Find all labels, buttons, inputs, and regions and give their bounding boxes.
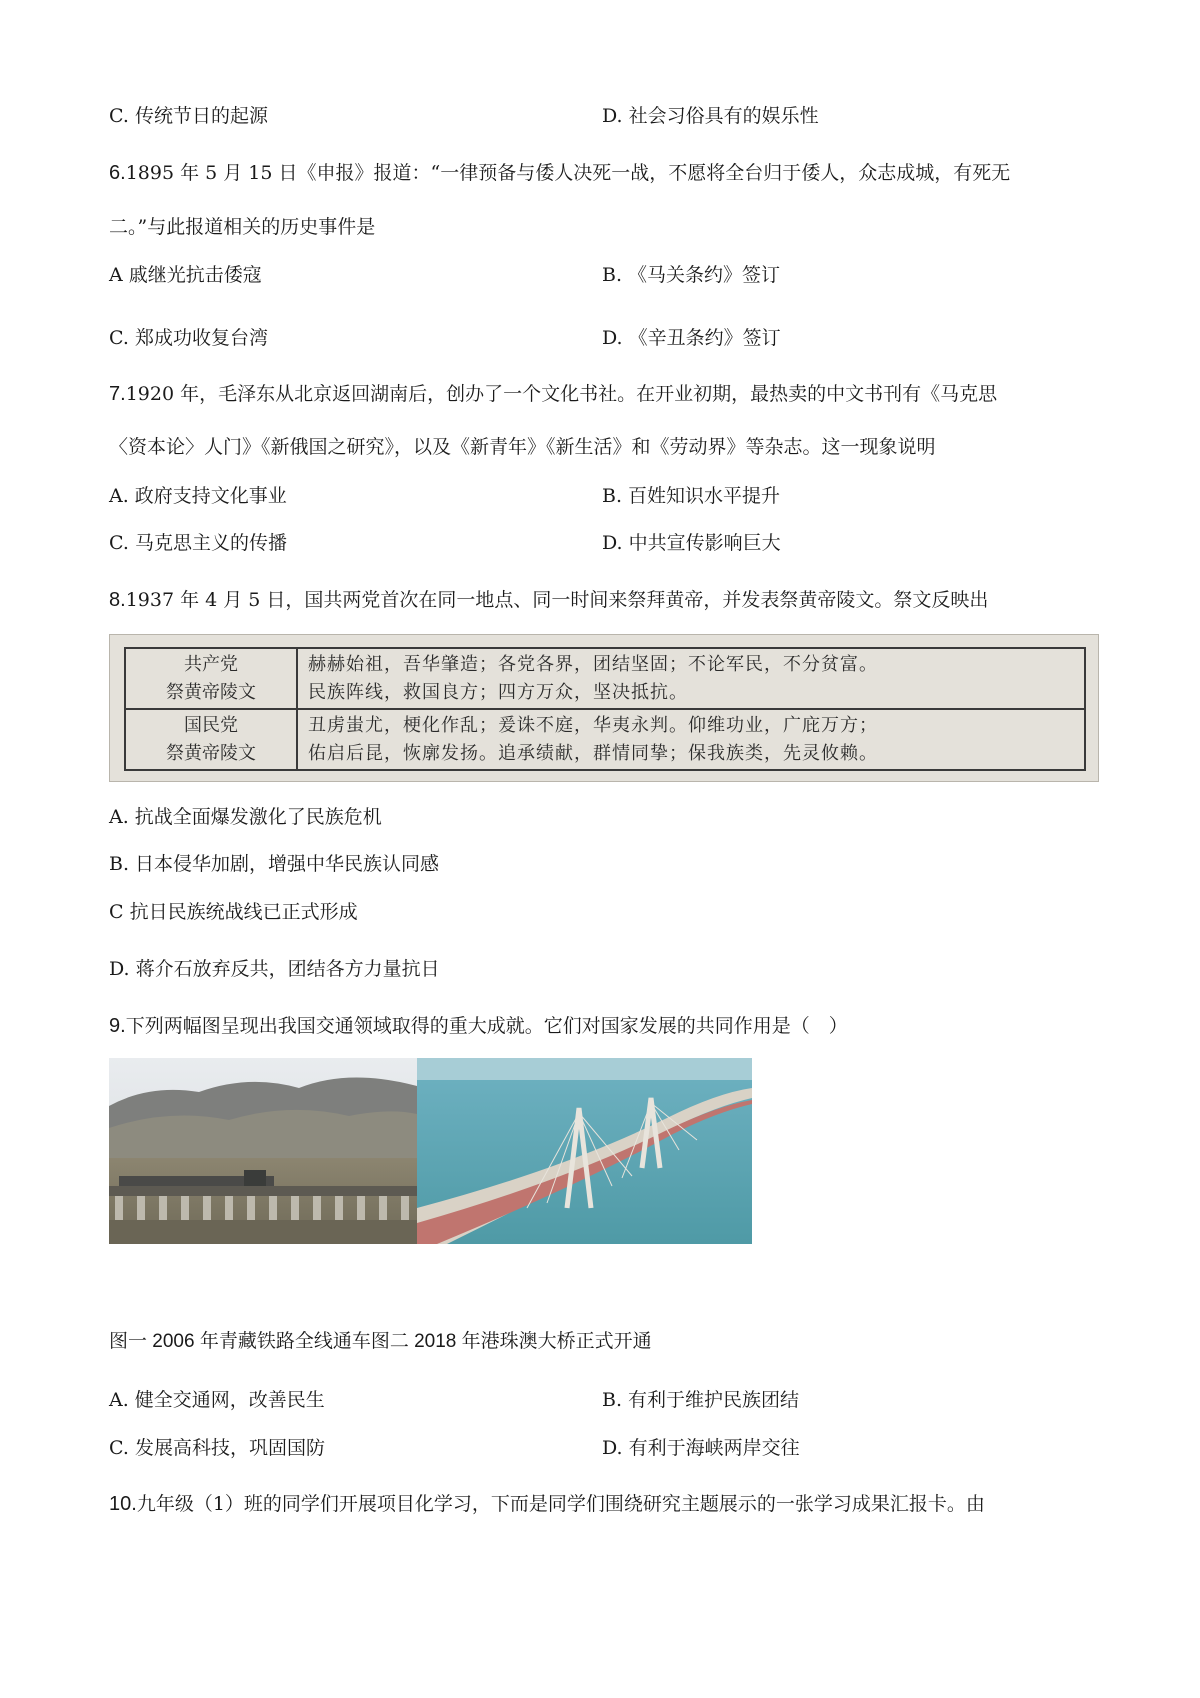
q8-number: 8. bbox=[109, 589, 126, 611]
text-cell-cpc: 赫赫始祖，吾华肇造；各党各界，团结坚固；不论军民，不分贫富。 民族阵线，救国良方；四方万众，坚决抵抗。 bbox=[297, 648, 1085, 709]
q7-stem-line2: 〈资本论〉人门》《新俄国之研究》，以及《新青年》《新生活》和《劳动界》等杂志。这一现象说明 bbox=[109, 436, 936, 458]
q6-options-row-cd bbox=[109, 325, 1109, 351]
q7-option-c: C. 马克思主义的传播 bbox=[109, 532, 287, 554]
q8-option-d: D. 蒋介石放弃反共，团结各方力量抗日 bbox=[109, 958, 440, 980]
q6-option-d: D. 《辛丑条约》签订 bbox=[602, 327, 781, 349]
q9-option-b: B. 有利于维护民族团结 bbox=[602, 1389, 800, 1411]
q6-option-b: B. 《马关条约》签订 bbox=[602, 264, 781, 286]
hong-kong-zhuhai-macao-bridge-photo bbox=[417, 1058, 752, 1244]
q6-number: 6. bbox=[109, 162, 126, 184]
q6-stem-line2: 二。”与此报道相关的历史事件是 bbox=[109, 216, 376, 238]
text-cell-kmt: 丑虏蚩尤，梗化作乱；爰诛不庭，华夷永判。仰维功业，广庇万方； 佑启后昆，恢廓发扬。追承绩献，群情同挚；保我族类，先灵攸赖。 bbox=[297, 709, 1085, 770]
q9-number: 9. bbox=[109, 1015, 126, 1037]
q7-stem-line1: 7.1920 年，毛泽东从北京返回湖南后，创办了一个文化书社。在开业初期，最热卖的中文书刊有《马克思 bbox=[109, 383, 998, 405]
q8-option-b: B. 日本侵华加剧，增强中华民族认同感 bbox=[109, 853, 440, 875]
q6-options-row-ab bbox=[109, 262, 1109, 288]
q7-option-d: D. 中共宣传影响巨大 bbox=[602, 532, 781, 554]
q5-option-d: D. 社会习俗具有的娱乐性 bbox=[602, 105, 819, 127]
q9-figure-caption: 图一 2006 年青藏铁路全线通车图二 2018 年港珠澳大桥正式开通 bbox=[109, 1331, 652, 1352]
q9-option-d: D. 有利于海峡两岸交往 bbox=[602, 1437, 800, 1459]
q10-stem-line1: 10.九年级（1）班的同学们开展项目化学习，下而是同学们围绕研究主题展示的一张学习成果汇报卡。由 bbox=[109, 1493, 985, 1515]
q6-option-c: C. 郑成功收复台湾 bbox=[109, 327, 268, 349]
q7-options-row-cd bbox=[109, 530, 1109, 556]
q10-number: 10. bbox=[109, 1493, 137, 1515]
table-row bbox=[125, 648, 1085, 709]
q7-option-b: B. 百姓知识水平提升 bbox=[602, 485, 781, 507]
q9-stem-line1: 9.下列两幅图呈现出我国交通领域取得的重大成就。它们对国家发展的共同作用是（ ） bbox=[109, 1015, 848, 1037]
q7-option-a: A. 政府支持文化事业 bbox=[109, 485, 287, 507]
q8-option-c: C 抗日民族统战线已正式形成 bbox=[109, 901, 358, 923]
q9-option-c: C. 发展高科技，巩固国防 bbox=[109, 1437, 325, 1459]
q8-option-a: A. 抗战全面爆发激化了民族危机 bbox=[109, 806, 382, 828]
q7-number: 7. bbox=[109, 383, 126, 405]
table-row bbox=[125, 709, 1085, 770]
party-cell-kmt: 国民党 祭黄帝陵文 bbox=[125, 709, 297, 770]
qinghai-tibet-railway-photo bbox=[109, 1058, 417, 1244]
q9-option-a: A. 健全交通网，改善民生 bbox=[109, 1389, 325, 1411]
party-cell-cpc: 共产党 祭黄帝陵文 bbox=[125, 648, 297, 709]
q5-option-c: C. 传统节日的起源 bbox=[109, 105, 268, 127]
q6-option-a: A 戚继光抗击倭寇 bbox=[109, 264, 262, 286]
q8-table bbox=[124, 647, 1086, 771]
q9-options-row-cd bbox=[109, 1435, 1109, 1461]
q9-options-row-ab bbox=[109, 1387, 1109, 1413]
q6-stem-line1: 6.1895 年 5 月 15 日《申报》报道：“一律预备与倭人决死一战，不愿将全台归于倭人，众志成城，有死无 bbox=[109, 162, 1011, 184]
q5-options-row-cd bbox=[109, 103, 1109, 129]
q7-options-row-ab bbox=[109, 483, 1109, 509]
q8-sacrifice-text-table bbox=[109, 634, 1099, 782]
q8-stem-line1: 8.1937 年 4 月 5 日，国共两党首次在同一地点、同一时间来祭拜黄帝，并发表祭黄帝陵文。祭文反映出 bbox=[109, 589, 989, 611]
